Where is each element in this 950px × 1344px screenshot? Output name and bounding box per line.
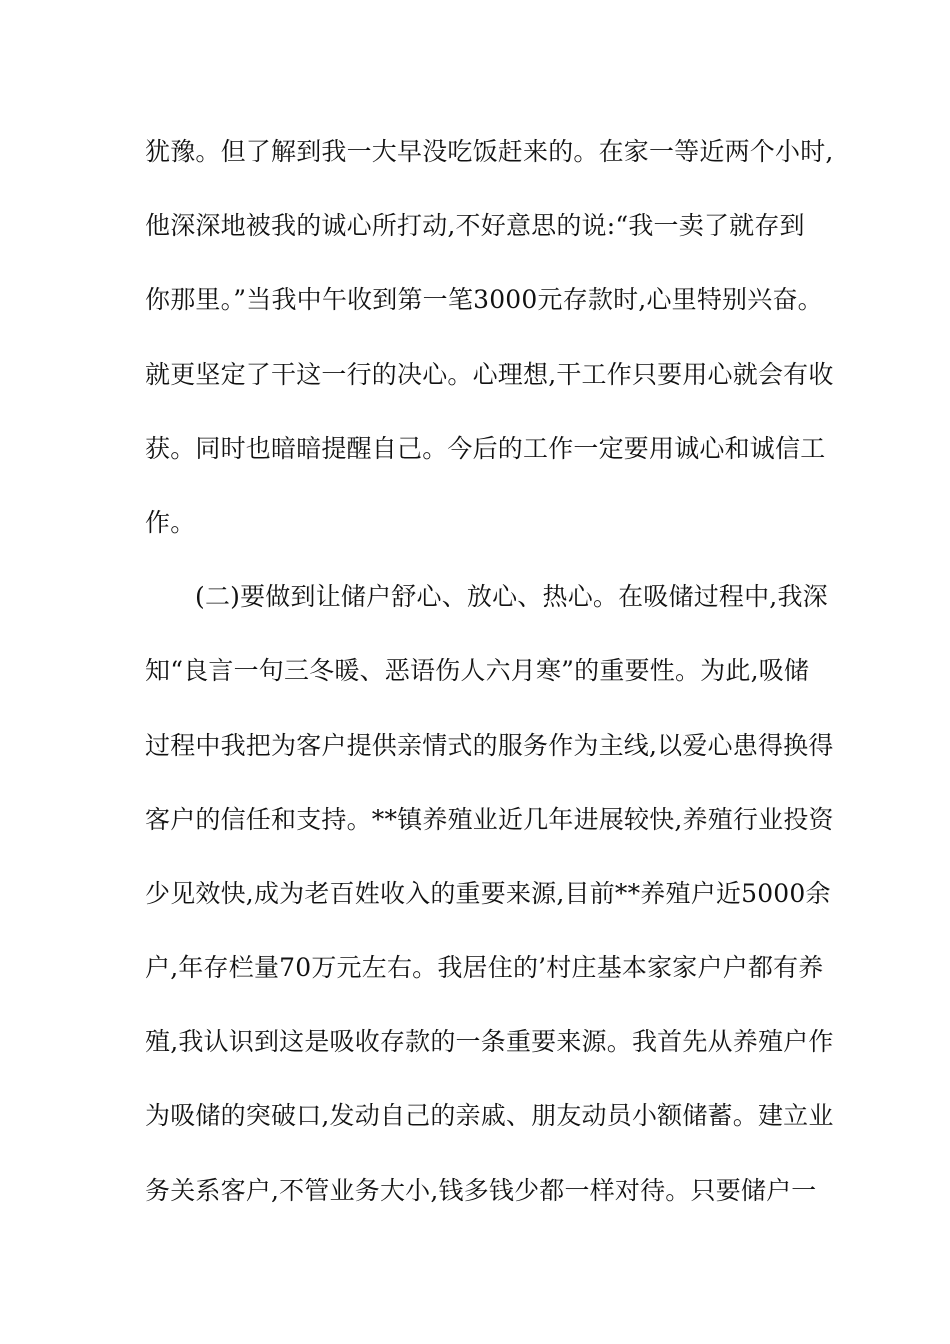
- text-line: 知“良言一句三冬暖、恶语伤人六月寒”的重要性。为此,吸储: [145, 656, 810, 686]
- paragraph-start-line: (二)要做到让储户舒心、放心、热心。在吸储过程中,我深: [195, 582, 828, 612]
- body-text: [145, 132, 845, 1245]
- text-line: 过程中我把为客户提供亲情式的服务作为主线,以爱心患得换得: [145, 730, 834, 760]
- text-line: 为吸储的突破口,发动自己的亲戚、朋友动员小额储蓄。建立业: [145, 1101, 834, 1131]
- text-line: 犹豫。但了解到我一大早没吃饭赶来的。在家一等近两个小时,: [145, 137, 834, 166]
- text-line: 殖,我认识到这是吸收存款的一条重要来源。我首先从养殖户作: [145, 1027, 834, 1057]
- text-line: 就更坚定了干这一行的决心。心理想,干工作只要用心就会有收: [145, 359, 834, 389]
- text-line: 务关系客户,不管业务大小,钱多钱少都一样对待。只要储户一: [145, 1175, 817, 1205]
- text-line: 客户的信任和支持。**镇养殖业近几年进展较快,养殖行业投资: [145, 804, 834, 834]
- text-line: 他深深地被我的诚心所打动,不好意思的说:“我一卖了就存到: [145, 211, 805, 241]
- text-line: 作。: [145, 507, 196, 537]
- text-line: 获。同时也暗暗提醒自己。今后的工作一定要用诚心和诚信工: [145, 433, 826, 463]
- text-line: 你那里。”当我中午收到第一笔3000元存款时,心里特别兴奋。: [145, 285, 823, 315]
- text-line: 少见效快,成为老百姓收入的重要来源,目前**养殖户近5000余: [145, 878, 831, 908]
- text-line: 户,年存栏量70万元左右。我居住的’村庄基本家家户户都有养: [145, 953, 824, 983]
